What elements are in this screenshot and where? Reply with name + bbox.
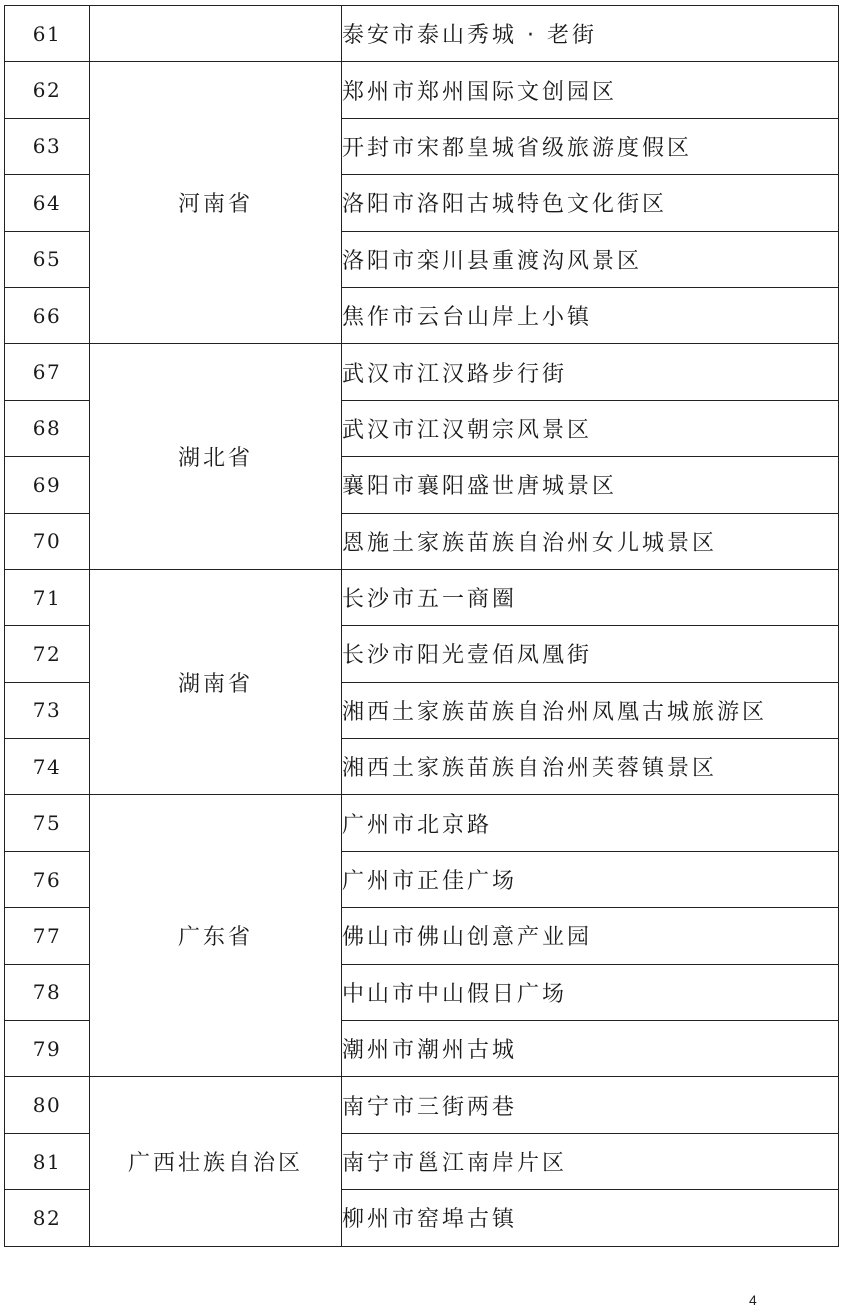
row-number: 71 (5, 569, 90, 625)
venue-name: 泰安市泰山秀城 · 老街 (342, 6, 839, 62)
row-number: 80 (5, 1077, 90, 1133)
row-number: 65 (5, 231, 90, 287)
venue-name: 湘西土家族苗族自治州凤凰古城旅游区 (342, 682, 839, 738)
venue-name: 武汉市江汉朝宗风景区 (342, 400, 839, 456)
row-number: 73 (5, 682, 90, 738)
row-number: 74 (5, 739, 90, 795)
row-number: 64 (5, 175, 90, 231)
venue-name: 中山市中山假日广场 (342, 964, 839, 1020)
row-number: 82 (5, 1190, 90, 1246)
row-number: 67 (5, 344, 90, 400)
venue-name: 佛山市佛山创意产业园 (342, 908, 839, 964)
table-row (5, 569, 839, 625)
venue-list-table (4, 5, 839, 1247)
row-number: 78 (5, 964, 90, 1020)
row-number: 62 (5, 62, 90, 118)
row-number: 69 (5, 457, 90, 513)
venue-name: 洛阳市洛阳古城特色文化街区 (342, 175, 839, 231)
province-cell: 河南省 (90, 62, 342, 344)
province-cell: 湖南省 (90, 569, 342, 795)
venue-name: 潮州市潮州古城 (342, 1021, 839, 1077)
venue-name: 广州市正佳广场 (342, 851, 839, 907)
table-row (5, 62, 839, 118)
venue-name: 郑州市郑州国际文创园区 (342, 62, 839, 118)
row-number: 61 (5, 6, 90, 62)
table-row (5, 1077, 839, 1133)
venue-name: 长沙市阳光壹佰凤凰街 (342, 626, 839, 682)
table-row (5, 795, 839, 851)
table-row (5, 344, 839, 400)
province-cell: 广东省 (90, 795, 342, 1077)
row-number: 72 (5, 626, 90, 682)
row-number: 68 (5, 400, 90, 456)
venue-name: 广州市北京路 (342, 795, 839, 851)
venue-name: 武汉市江汉路步行街 (342, 344, 839, 400)
venue-name: 襄阳市襄阳盛世唐城景区 (342, 457, 839, 513)
table-row (5, 6, 839, 62)
venue-name: 湘西土家族苗族自治州芙蓉镇景区 (342, 739, 839, 795)
table-body (5, 6, 839, 1247)
row-number: 79 (5, 1021, 90, 1077)
province-cell: 湖北省 (90, 344, 342, 570)
venue-name: 焦作市云台山岸上小镇 (342, 287, 839, 343)
page-number: 4 (749, 1292, 757, 1308)
venue-name: 南宁市邕江南岸片区 (342, 1133, 839, 1189)
province-cell (90, 6, 342, 62)
province-cell: 广西壮族自治区 (90, 1077, 342, 1246)
row-number: 63 (5, 118, 90, 174)
venue-name: 洛阳市栾川县重渡沟风景区 (342, 231, 839, 287)
venue-name: 恩施土家族苗族自治州女儿城景区 (342, 513, 839, 569)
venue-name: 柳州市窑埠古镇 (342, 1190, 839, 1246)
row-number: 77 (5, 908, 90, 964)
row-number: 70 (5, 513, 90, 569)
venue-name: 开封市宋都皇城省级旅游度假区 (342, 118, 839, 174)
venue-name: 南宁市三街两巷 (342, 1077, 839, 1133)
row-number: 81 (5, 1133, 90, 1189)
row-number: 75 (5, 795, 90, 851)
venue-name: 长沙市五一商圈 (342, 569, 839, 625)
row-number: 76 (5, 851, 90, 907)
row-number: 66 (5, 287, 90, 343)
